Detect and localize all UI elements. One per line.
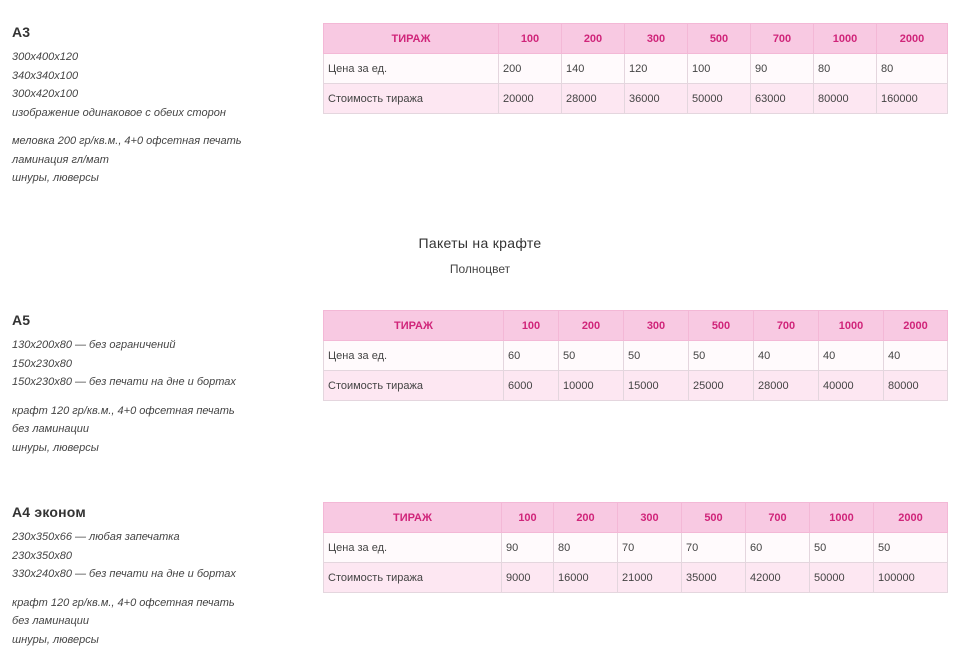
row-label: Цена за ед. (324, 533, 502, 563)
size-line: 300х420х100 (12, 88, 79, 100)
table-cell: 90 (751, 54, 814, 84)
row-label: Цена за ед. (324, 341, 504, 371)
product-sizes (12, 48, 312, 122)
size-line: 230х350х80 (12, 549, 72, 562)
size-line: 150х230х80 (12, 357, 72, 370)
header-cell: 100 (499, 24, 562, 54)
product-info (12, 24, 312, 188)
table-cell: 80 (814, 54, 877, 84)
header-cell: 2000 (884, 311, 948, 341)
table-cell: 80 (554, 533, 618, 563)
header-cell: 2000 (874, 503, 948, 533)
material-line: шнуры, люверсы (12, 633, 99, 646)
size-line: 130х200х80 — без ограничений (12, 339, 176, 351)
table-cell: 50 (689, 341, 754, 371)
table-cell: 80000 (884, 371, 948, 401)
table-header-row (324, 503, 948, 533)
table-header-row (324, 311, 948, 341)
material-line: ламинация гл/мат (12, 153, 109, 166)
product-material (12, 132, 312, 188)
size-line: 330х240х80 — без печати на дне и бортах (12, 568, 236, 580)
size-line: 150х230х80 — без печати на дне и бортах (12, 376, 236, 388)
section-title: Пакеты на крафте (418, 235, 542, 251)
size-line: 230х350х66 — любая запечатка (12, 531, 180, 543)
table-row (324, 533, 948, 563)
price-table (323, 23, 948, 114)
header-cell: 300 (618, 503, 682, 533)
header-cell: 500 (682, 503, 746, 533)
table-cell: 50 (810, 533, 874, 563)
material-line: крафт 120 гр/кв.м., 4+0 офсетная печать (12, 596, 235, 609)
size-line: 300х400х120 (12, 51, 79, 63)
table-cell: 15000 (624, 371, 689, 401)
table-cell: 10000 (559, 371, 624, 401)
table-cell: 63000 (751, 84, 814, 114)
table-row (324, 84, 948, 114)
product-material (12, 594, 312, 650)
material-line: шнуры, люверсы (12, 172, 99, 184)
row-label: Стоимость тиража (324, 563, 502, 593)
size-line: 340х340х100 (12, 69, 79, 82)
product-material (12, 402, 312, 458)
table-cell: 16000 (554, 563, 618, 593)
table-cell: 42000 (746, 563, 810, 593)
table-cell: 50 (874, 533, 948, 563)
header-cell: 500 (688, 24, 751, 54)
table-cell: 9000 (502, 563, 554, 593)
product-title: А4 эконом (12, 504, 86, 520)
table-cell: 28000 (754, 371, 819, 401)
table-cell: 6000 (504, 371, 559, 401)
table-cell: 50000 (810, 563, 874, 593)
table-cell: 40 (819, 341, 884, 371)
header-cell: ТИРАЖ (324, 24, 499, 54)
table-cell: 80 (877, 54, 948, 84)
material-line: меловка 200 гр/кв.м., 4+0 офсетная печать (12, 135, 242, 147)
table-cell: 21000 (618, 563, 682, 593)
header-cell: ТИРАЖ (324, 311, 504, 341)
table-cell: 60 (504, 341, 559, 371)
product-info (12, 312, 312, 457)
price-table (323, 310, 948, 401)
table-cell: 40 (754, 341, 819, 371)
header-cell: 700 (751, 24, 814, 54)
header-cell: 700 (754, 311, 819, 341)
header-cell: 200 (562, 24, 625, 54)
table-cell: 100000 (874, 563, 948, 593)
table-cell: 140 (562, 54, 625, 84)
row-label: Стоимость тиража (324, 371, 504, 401)
product-title: А3 (12, 24, 31, 40)
table-row (324, 341, 948, 371)
table-cell: 50000 (688, 84, 751, 114)
table-cell: 80000 (814, 84, 877, 114)
product-info (12, 504, 312, 649)
header-cell: 1000 (810, 503, 874, 533)
table-cell: 70 (682, 533, 746, 563)
table-cell: 36000 (625, 84, 688, 114)
table-cell: 28000 (562, 84, 625, 114)
material-line: крафт 120 гр/кв.м., 4+0 офсетная печать (12, 404, 235, 417)
price-table (323, 502, 948, 593)
product-title: А5 (12, 312, 31, 328)
material-line: шнуры, люверсы (12, 441, 99, 454)
table-row (324, 371, 948, 401)
header-cell: 100 (504, 311, 559, 341)
table-cell: 25000 (689, 371, 754, 401)
table-cell: 160000 (877, 84, 948, 114)
product-sizes (12, 528, 312, 584)
header-cell: ТИРАЖ (324, 503, 502, 533)
header-cell: 200 (559, 311, 624, 341)
product-sizes (12, 336, 312, 392)
table-cell: 35000 (682, 563, 746, 593)
material-line: без ламинации (12, 423, 90, 435)
header-cell: 500 (689, 311, 754, 341)
header-cell: 1000 (819, 311, 884, 341)
table-cell: 100 (688, 54, 751, 84)
header-cell: 300 (624, 311, 689, 341)
table-cell: 50 (624, 341, 689, 371)
header-cell: 1000 (814, 24, 877, 54)
row-label: Стоимость тиража (324, 84, 499, 114)
table-cell: 200 (499, 54, 562, 84)
header-cell: 200 (554, 503, 618, 533)
table-cell: 40 (884, 341, 948, 371)
table-cell: 90 (502, 533, 554, 563)
table-header-row (324, 24, 948, 54)
table-cell: 50 (559, 341, 624, 371)
table-cell: 40000 (819, 371, 884, 401)
header-cell: 100 (502, 503, 554, 533)
header-cell: 2000 (877, 24, 948, 54)
header-cell: 300 (625, 24, 688, 54)
table-row (324, 563, 948, 593)
size-line: изображение одинаковое с обеих сторон (12, 106, 226, 119)
header-cell: 700 (746, 503, 810, 533)
material-line: без ламинации (12, 615, 90, 627)
table-cell: 60 (746, 533, 810, 563)
table-cell: 70 (618, 533, 682, 563)
table-cell: 120 (625, 54, 688, 84)
section-subtitle: Полноцвет (449, 262, 511, 276)
row-label: Цена за ед. (324, 54, 499, 84)
table-cell: 20000 (499, 84, 562, 114)
table-row (324, 54, 948, 84)
